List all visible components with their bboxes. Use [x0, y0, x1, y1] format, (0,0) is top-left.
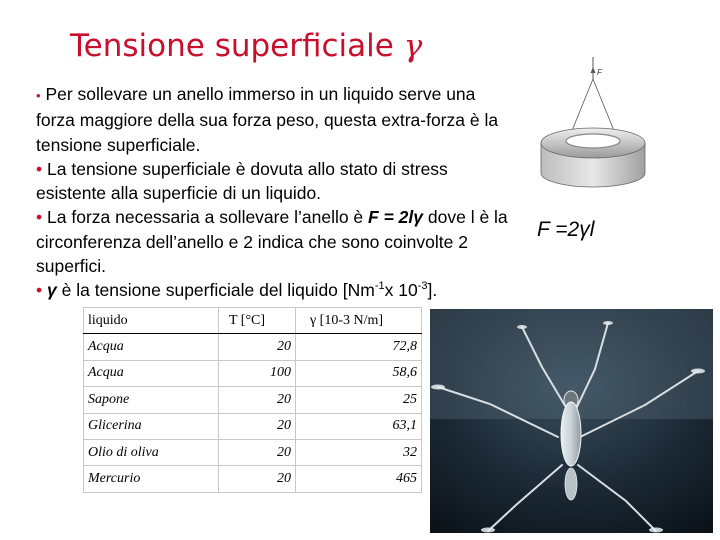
cell-temperature: 20: [219, 466, 296, 492]
force-arrow: [591, 67, 596, 73]
cell-gamma: 25: [296, 387, 422, 413]
bullet-text: ].: [427, 280, 438, 301]
header-liquido: liquido: [84, 308, 219, 334]
bullet-text: dove: [423, 207, 471, 228]
cell-gamma: 58,6: [296, 360, 422, 386]
bullet-marker: •: [36, 158, 43, 179]
cell-liquid: Sapone: [84, 387, 219, 413]
table-row: [84, 439, 422, 465]
bullet-text: La forza necessaria a sollevare l’anello è: [47, 207, 369, 228]
bullet-item: [36, 205, 516, 278]
cell-temperature: 20: [219, 413, 296, 439]
slide-title-gamma: γ: [403, 28, 423, 64]
bullet-list: [36, 82, 516, 303]
bullet-item: [36, 278, 516, 302]
bullet-text: è la tensione superficiale del liquido [Nm: [56, 280, 375, 301]
ring-tensiometer-diagram: [535, 55, 665, 205]
force-formula-inline: F = 2lγ: [368, 207, 423, 228]
force-label: F: [597, 68, 602, 77]
bullet-marker: •: [36, 88, 41, 103]
slide-title: [70, 28, 422, 64]
force-formula: F =2γl: [537, 218, 595, 241]
cell-temperature: 20: [219, 439, 296, 465]
table-row: [84, 413, 422, 439]
water-strider-photo: [430, 309, 713, 533]
table-row: [84, 387, 422, 413]
ring: [566, 134, 620, 148]
bullet-text: è la circonferenza dell’anello e 2 indica che sono coinvolte 2 superfici.: [36, 207, 508, 277]
bullet-text: La tensione superficiale è dovuta allo stato di stress esistente alla superficie di un liquido.: [36, 158, 448, 204]
header-temperature: T [°C]: [219, 308, 296, 334]
bullet-item: [36, 82, 516, 157]
bullet-marker: •: [36, 207, 43, 228]
cell-temperature: 20: [219, 334, 296, 360]
circumference-symbol: l: [470, 207, 475, 228]
cell-liquid: Glicerina: [84, 413, 219, 439]
exponent: -1: [374, 280, 385, 293]
cell-gamma: 465: [296, 466, 422, 492]
header-gamma: γ [10-3 N/m]: [296, 308, 422, 334]
cell-liquid: Mercurio: [84, 466, 219, 492]
bullet-text: Per sollevare un anello immerso in un liquido serve una forza maggiore della sua forza peso, questa extra-forza è la tensione superficiale.: [36, 84, 499, 155]
cell-gamma: 32: [296, 439, 422, 465]
bullet-marker: •: [36, 280, 43, 301]
table-row: [84, 334, 422, 360]
table-header-row: [84, 308, 422, 334]
exponent: -3: [417, 280, 428, 293]
cell-gamma: 72,8: [296, 334, 422, 360]
bullet-item: [36, 157, 516, 206]
cell-temperature: 20: [219, 387, 296, 413]
surface-tension-table: [83, 307, 422, 493]
cell-liquid: Olio di oliva: [84, 439, 219, 465]
cell-gamma: 63,1: [296, 413, 422, 439]
bullet-text: x 10: [384, 280, 418, 301]
gamma-symbol: γ: [47, 280, 57, 301]
cell-liquid: Acqua: [84, 360, 219, 386]
table-row: [84, 360, 422, 386]
cell-liquid: Acqua: [84, 334, 219, 360]
table-row: [84, 466, 422, 492]
cell-temperature: 100: [219, 360, 296, 386]
slide-title-text: Tensione superficiale: [70, 28, 394, 64]
